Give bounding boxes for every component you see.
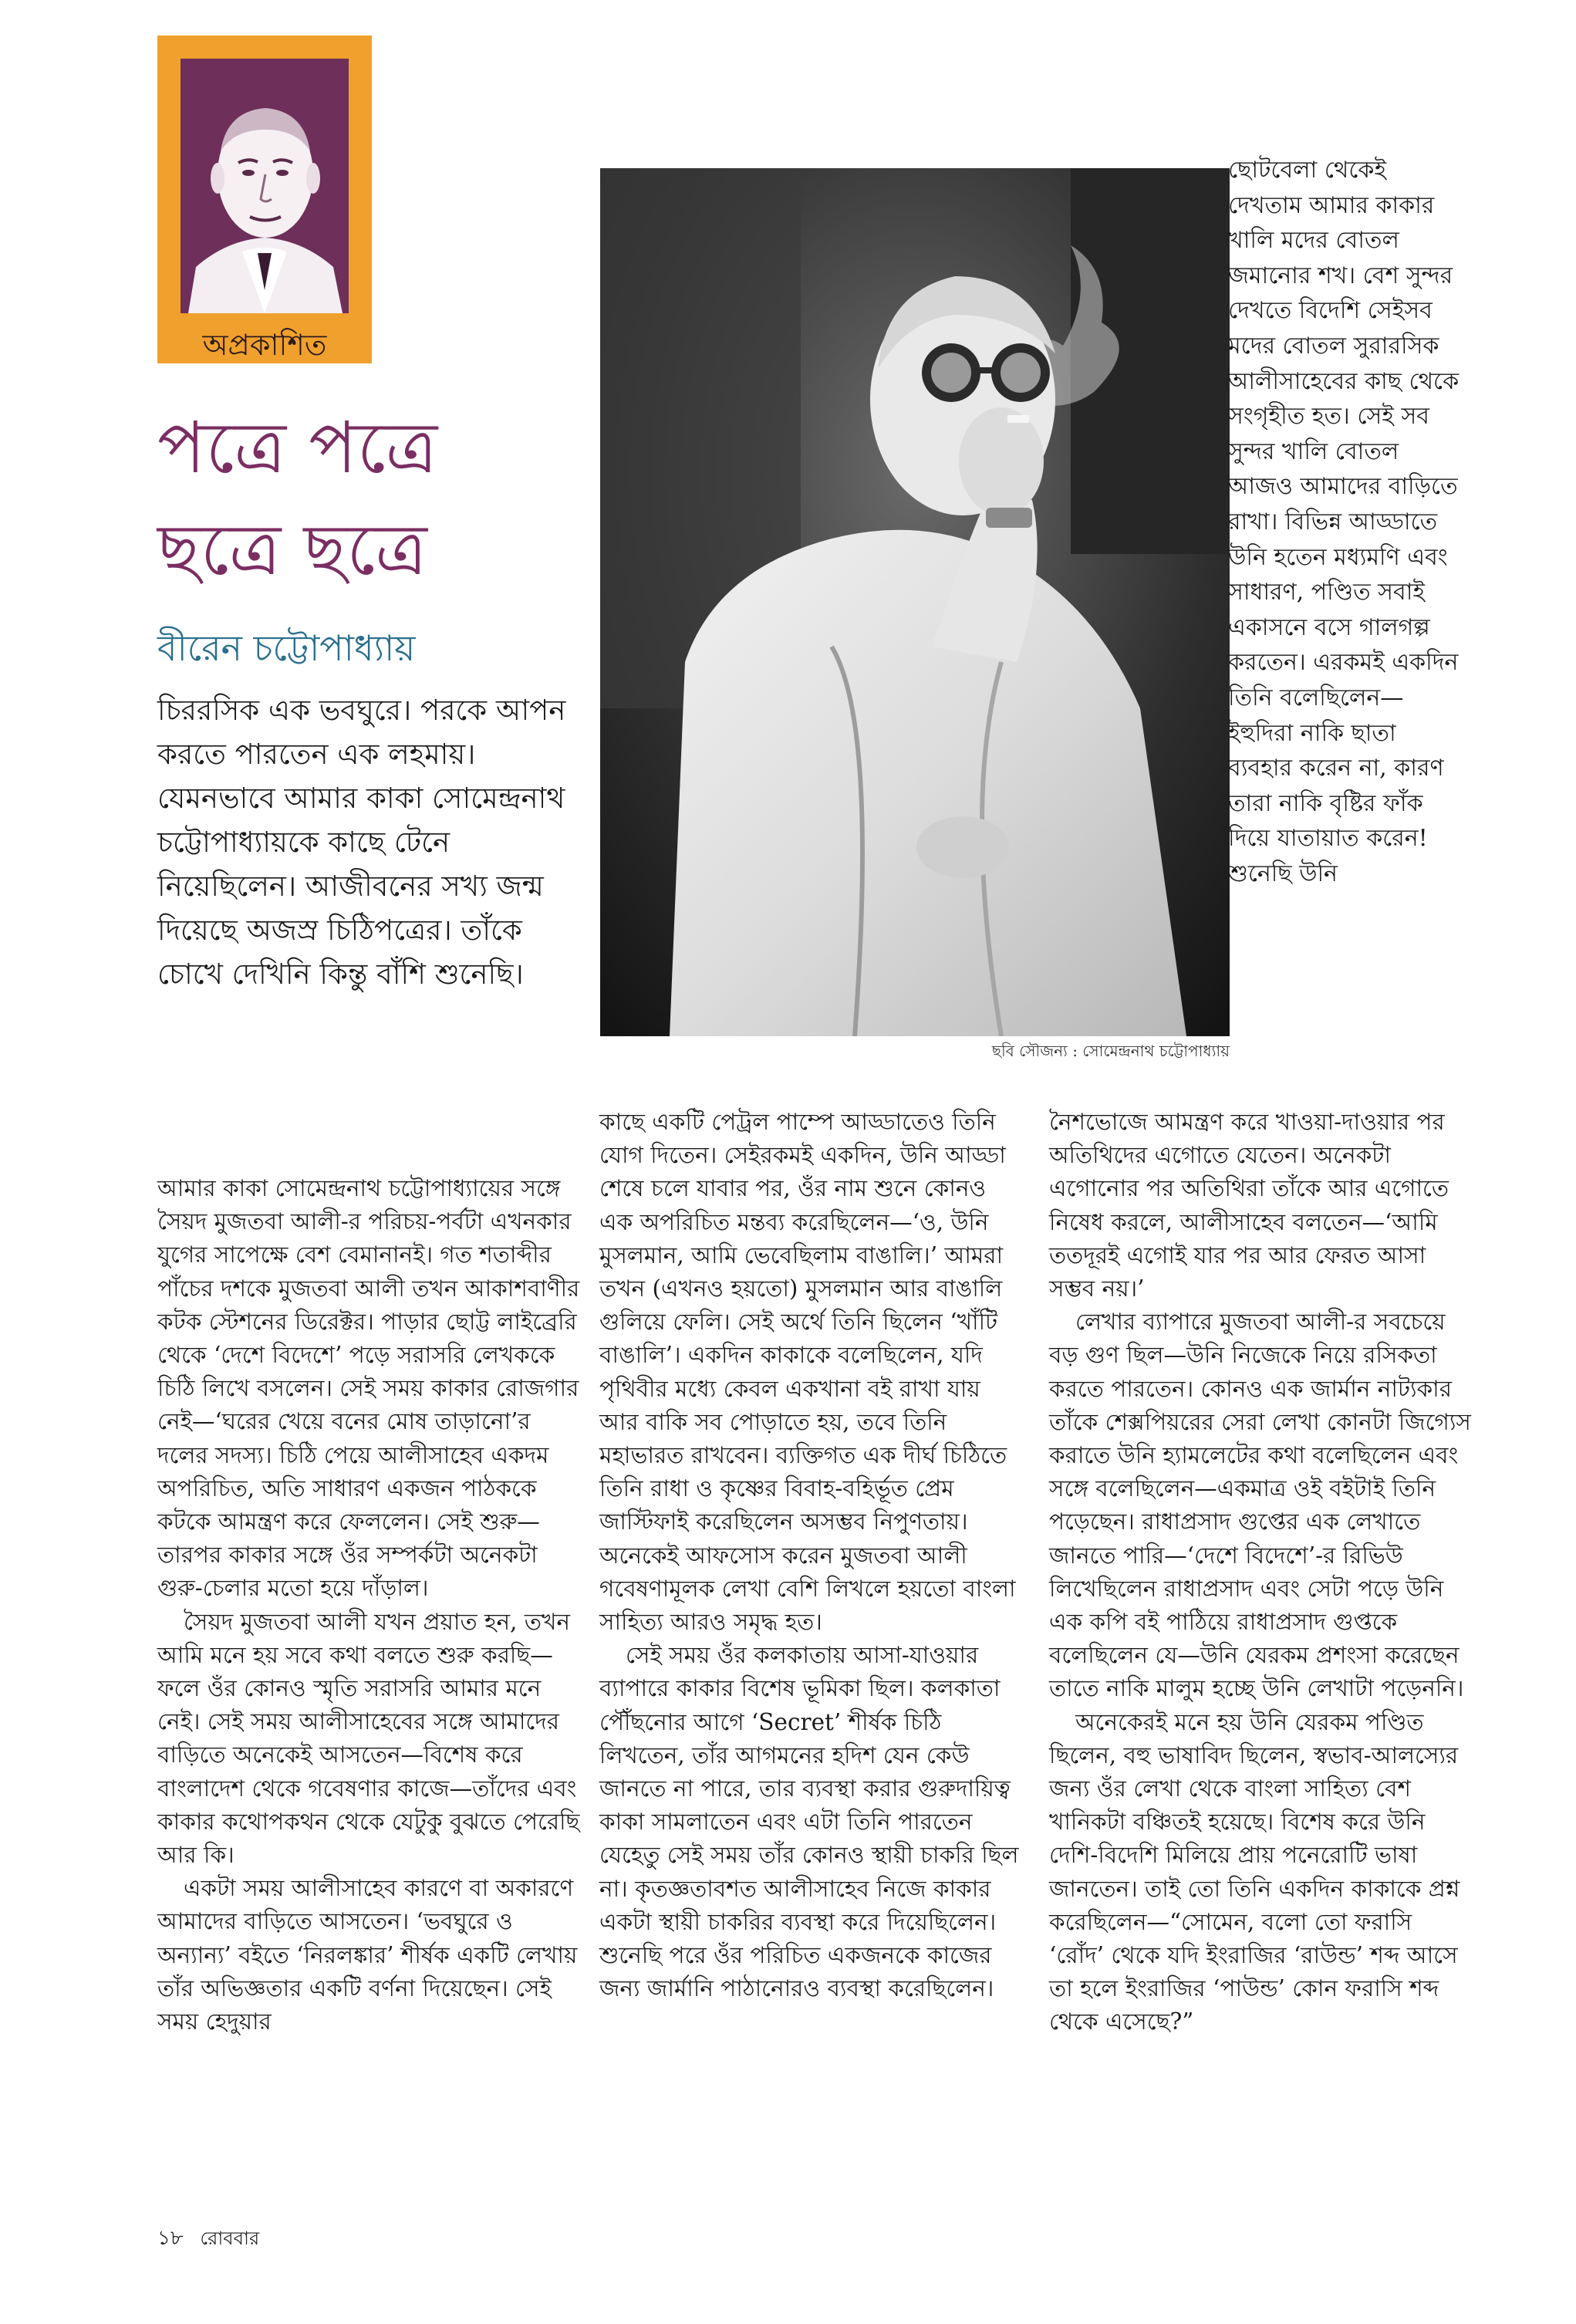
author-byline: বীরেন চট্টোপাধ্যায় bbox=[157, 627, 416, 669]
body-column-1 bbox=[157, 1172, 580, 2039]
section-badge bbox=[157, 35, 372, 363]
author-portrait bbox=[181, 59, 349, 313]
paragraph: সেই সময় ওঁর কলকাতায় আসা-যাওয়ার ব্যাপারে কাকার বিশেষ ভূমিকা ছিল। কলকাতা পৌঁছনোর আগে ‘Secret’ শীর্ষক চিঠি লিখতেন, তাঁর আগমনের হদিশ যেন কেউ জানতে না পারে, তার ব্যবস্থা করার গুরুদায়িত্ব কাকা সামলাতেন এবং এটা তিনি পারতেন যেহেতু সেই সময় তাঁর কোনও স্থায়ী চাকরি ছিল না। কৃতজ্ঞতাবশত আলীসাহেব নিজে কাকার একটা স্থায়ী চাকরির ব্যবস্থা করে দিয়েছিলেন। শুনেছি পরে ওঁর পরিচিত একজনকে কাজের জন্য জার্মানি পাঠানোরও ব্যবস্থা করেছিলেন। bbox=[599, 1642, 1019, 2002]
body-column-2 bbox=[599, 1106, 1022, 2005]
body-column-3 bbox=[1049, 1106, 1472, 2039]
section-label: অপ্রকাশিত bbox=[202, 328, 327, 362]
headline-line-2: ছত্রে ছত্রে bbox=[157, 508, 427, 591]
side-column-text: ছোটবেলা থেকেই দেখতাম আমার কাকার খালি মদের বোতল জমানোর শখ। বেশ সুন্দর দেখতে বিদেশি সেইসব মদের বোতল সুরারসিক আলীসাহেবের কাছ থেকে সংগৃহীত হত। সেই সব সুন্দর খালি বোতল আজও আমাদের বাড়িতে রাখা। বিভিন্ন আড্ডাতে উনি হতেন মধ্যমণি এবং সাধারণ, পণ্ডিত সবাই একাসনে বসে গালগল্প করতেন। এরকমই একদিন তিনি বলেছিলেন—ইহুদিরা নাকি ছাতা ব্যবহার করেন না, কারণ তারা নাকি বৃষ্টির ফাঁক দিয়ে যাতায়াত করেন! শুনেছি উনি bbox=[1228, 157, 1460, 887]
paragraph: সৈয়দ মুজতবা আলী যখন প্রয়াত হন, তখন আমি মনে হয় সবে কথা বলতে শুরু করছি—ফলে ওঁর কোনও স্মৃতি সরাসরি আমার মনে নেই। সেই সময় আলীসাহেবের সঙ্গে আমাদের বাড়িতে অনেকেই আসতেন—বিশেষ করে বাংলাদেশ থেকে গবেষণার কাজে—তাঁদের এবং কাকার কথোপকথন থেকে যেটুকু বুঝতে পেরেছি আর কি। bbox=[157, 1608, 580, 1869]
article-headline bbox=[157, 397, 589, 601]
paragraph: নৈশভোজে আমন্ত্রণ করে খাওয়া-দাওয়ার পর অতিথিদের এগোতে যেতেন। অনেকটা এগোনোর পর অতিথিরা তাঁকে আর এগোতে নিষেধ করলে, আলীসাহেব বলতেন—‘আমি ততদূরই এগোই যার পর আর ফেরত আসা সম্ভব নয়।’ bbox=[1049, 1109, 1449, 1302]
page-folio bbox=[157, 2222, 259, 2256]
paragraph: লেখার ব্যাপারে মুজতবা আলী-র সবচেয়ে বড় গুণ ছিল—উনি নিজেকে নিয়ে রসিকতা করতে পারতেন। কোনও এক জার্মান নাট্যকার তাঁকে শেক্সপিয়রের সেরা লেখা কোনটা জিগ্যেস করাতে উনি হ্যামলেটের কথা বলেছিলেন এবং সঙ্গে বলেছিলেন—একমাত্র ওই বইটাই তিনি পড়েছেন। রাধাপ্রসাদ গুপ্তের এক লেখাতে জানতে পারি—‘দেশে বিদেশে’-র রিভিউ লিখেছিলেন রাধাপ্রসাদ এবং সেটা পড়ে উনি এক কপি বই পাঠিয়ে রাধাপ্রসাদ গুপ্তকে বলেছিলেন যে—উনি যেরকম প্রশংসা করেছেন তাতে নাকি মালুম হচ্ছে উনি লেখাটা পড়েননি। bbox=[1049, 1309, 1471, 1702]
photo-credit: ছবি সৌজন্য : সোমেন্দ্রনাথ চট্টোপাধ্যায় bbox=[991, 1042, 1230, 1060]
portrait-illustration bbox=[181, 59, 349, 313]
article-standfirst: চিররসিক এক ভবঘুরে। পরকে আপন করতে পারতেন এক লহমায়। যেমনভাবে আমার কাকা সোমেন্দ্রনাথ চট্টোপাধ্যায়কে কাছে টেনে নিয়েছিলেন। আজীবনের সখ্য জন্ম দিয়েছে অজস্র চিঠিপত্রের। তাঁকে চোখে দেখিনি কিন্তু বাঁশি শুনেছি। bbox=[157, 694, 566, 991]
headline-line-1: পত্রে পত্রে bbox=[157, 407, 438, 489]
paragraph: কাছে একটি পেট্রল পাম্পে আড্ডাতেও তিনি যোগ দিতেন। সেইরকমই একদিন, উনি আড্ডা শেষে চলে যাবার পর, ওঁর নাম শুনে কোনও এক অপরিচিত মন্তব্য করেছিলেন—‘ও, উনি মুসলমান, আমি ভেবেছিলাম বাঙালি।’ আমরা তখন (এখনও হয়তো) মুসলমান আর বাঙালি গুলিয়ে ফেলি। সেই অর্থে তিনি ছিলেন ‘খাঁটি বাঙালি’। একদিন কাকাকে বলেছিলেন, যদি পৃথিবীর মধ্যে কেবল একখানা বই রাখা যায় আর বাকি সব পোড়াতে হয়, তবে তিনি মহাভারত রাখবেন। ব্যক্তিগত এক দীর্ঘ চিঠিতে তিনি রাধা ও কৃষ্ণের বিবাহ-বহির্ভূত প্রেম জাস্টিফাই করেছিলেন অসম্ভব নিপুণতায়। অনেকেই আফসোস করেন মুজতবা আলী গবেষণামূলক লেখা বেশি লিখলে হয়তো বাংলা সাহিত্য আরও সমৃদ্ধ হত। bbox=[599, 1109, 1016, 1636]
article-photo bbox=[600, 168, 1230, 1036]
page-number: ১৮ bbox=[157, 2227, 184, 2250]
paragraph: একটা সময় আলীসাহেব কারণে বা অকারণে আমাদের বাড়িতে আসতেন। ‘ভবঘুরে ও অন্যান্য’ বইতে ‘নিরলঙ্কার’ শীর্ষক একটি লেখায় তাঁর অভিজ্ঞতার একটি বর্ণনা দিয়েছেন। সেই সময় হেদুয়ার bbox=[157, 1875, 578, 2035]
publication-name: রোববার bbox=[200, 2228, 260, 2249]
paragraph: অনেকেরই মনে হয় উনি যেরকম পণ্ডিত ছিলেন, বহু ভাষাবিদ ছিলেন, স্বভাব-আলস্যের জন্য ওঁর লেখা থেকে বাংলা সাহিত্য বেশ খানিকটা বঞ্চিতই হয়েছে। বিশেষ করে উনি দেশি-বিদেশি মিলিয়ে প্রায় পনেরোটি ভাষা জানতেন। তাই তো তিনি একদিন কাকাকে প্রশ্ন করেছিলেন—“সোমেন, বলো তো ফরাসি ‘রোঁদ’ থেকে যদি ইংরাজির ‘রাউন্ড’ শব্দ আসে তা হলে ইংরাজির ‘পাউন্ড’ কোন ফরাসি শব্দ থেকে এসেছে?” bbox=[1049, 1708, 1460, 2035]
paragraph: আমার কাকা সোমেন্দ্রনাথ চট্টোপাধ্যায়ের সঙ্গে সৈয়দ মুজতবা আলী-র পরিচয়-পর্বটা এখনকার যুগের সাপেক্ষে বেশ বেমানানই। গত শতাব্দীর পাঁচের দশকে মুজতবা আলী তখন আকাশবাণীর কটক স্টেশনের ডিরেক্টর। পাড়ার ছোট্ট লাইব্রেরি থেকে ‘দেশে বিদেশে’ পড়ে সরাসরি লেখককে চিঠি লিখে বসলেন। সেই সময় কাকার রোজগার নেই—‘ঘরের খেয়ে বনের মোষ তাড়ানো’র দলের সদস্য। চিঠি পেয়ে আলীসাহেব একদম অপরিচিত, অতি সাধারণ একজন পাঠককে কটকে আমন্ত্রণ করে ফেললেন। সেই শুরু—তারপর কাকার সঙ্গে ওঁর সম্পর্কটা অনেকটা গুরু-চেলার মতো হয়ে দাঁড়াল। bbox=[157, 1175, 580, 1602]
